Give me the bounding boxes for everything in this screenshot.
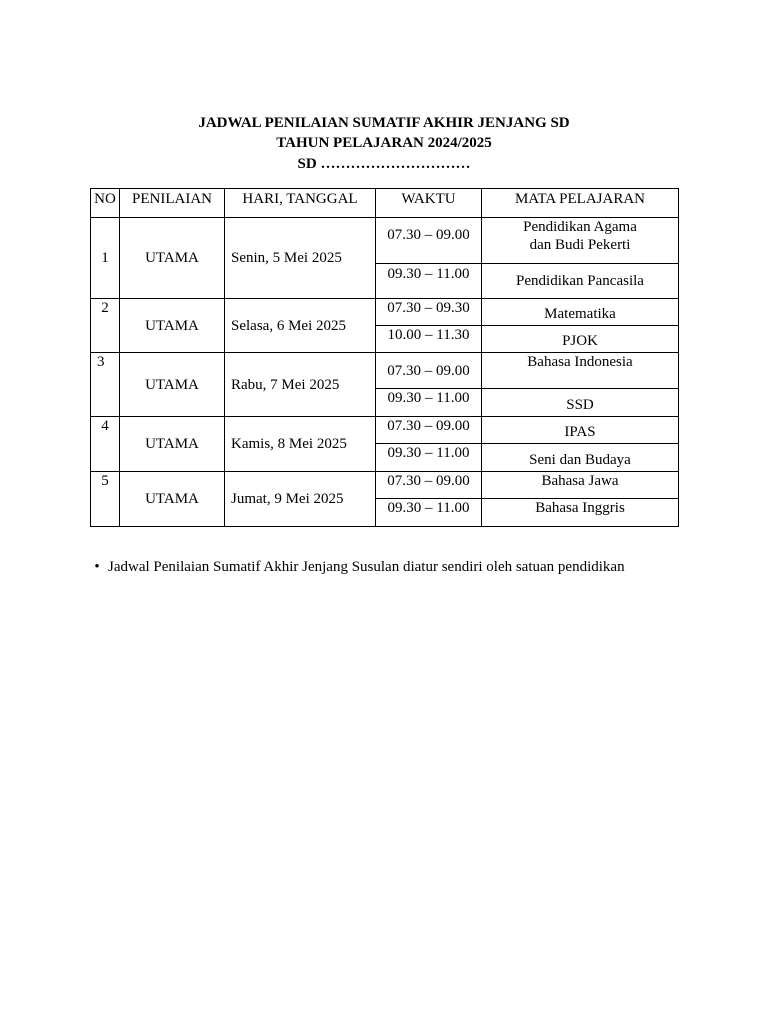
- assessment-type: UTAMA: [120, 353, 225, 417]
- exam-time: 09.30 – 11.00: [376, 499, 482, 527]
- exam-time: 07.30 – 09.30: [376, 299, 482, 326]
- column-header-assessment: PENILAIAN: [120, 189, 225, 218]
- exam-subject: Matematika: [482, 299, 679, 326]
- bullet-icon: •: [94, 559, 100, 575]
- exam-date: Senin, 5 Mei 2025: [225, 218, 376, 299]
- subject-line: Pendidikan Agama: [523, 219, 637, 235]
- table-row: [91, 218, 679, 264]
- exam-subject: PJOK: [482, 326, 679, 353]
- exam-time: 09.30 – 11.00: [376, 264, 482, 299]
- row-number: 1: [91, 218, 120, 299]
- table-row: [91, 472, 679, 499]
- exam-date: Selasa, 6 Mei 2025: [225, 299, 376, 353]
- exam-time: 07.30 – 09.00: [376, 417, 482, 444]
- footnote: [86, 557, 726, 577]
- exam-time: 07.30 – 09.00: [376, 218, 482, 264]
- exam-date: Rabu, 7 Mei 2025: [225, 353, 376, 417]
- assessment-type: UTAMA: [120, 299, 225, 353]
- exam-subject: Bahasa Jawa: [482, 472, 679, 499]
- exam-time: 10.00 – 11.30: [376, 326, 482, 353]
- footnote-text: Jadwal Penilaian Sumatif Akhir Jenjang Susulan diatur sendiri oleh satuan pendidikan: [108, 559, 625, 575]
- column-header-subject: MATA PELAJARAN: [482, 189, 679, 218]
- row-number: 3: [91, 353, 120, 417]
- exam-subject: [482, 218, 679, 264]
- schedule-table: [90, 188, 679, 527]
- table-row: [91, 353, 679, 389]
- exam-date: Jumat, 9 Mei 2025: [225, 472, 376, 527]
- exam-time: 07.30 – 09.00: [376, 353, 482, 389]
- row-number: 5: [91, 472, 120, 527]
- table-header-row: [91, 189, 679, 218]
- assessment-type: UTAMA: [120, 417, 225, 472]
- table-row: [91, 417, 679, 444]
- exam-subject: Bahasa Indonesia: [482, 353, 679, 389]
- exam-date: Kamis, 8 Mei 2025: [225, 417, 376, 472]
- exam-subject: Seni dan Budaya: [482, 444, 679, 472]
- assessment-type: UTAMA: [120, 472, 225, 527]
- exam-subject: SSD: [482, 389, 679, 417]
- exam-time: 09.30 – 11.00: [376, 389, 482, 417]
- subject-line: dan Budi Pekerti: [529, 237, 631, 253]
- row-number: 4: [91, 417, 120, 472]
- exam-subject: Pendidikan Pancasila: [482, 264, 679, 299]
- document-title: JADWAL PENILAIAN SUMATIF AKHIR JENJANG SD: [198, 115, 570, 131]
- document-subtitle-year: TAHUN PELAJARAN 2024/2025: [276, 135, 492, 151]
- exam-subject: IPAS: [482, 417, 679, 444]
- table-row: [91, 299, 679, 326]
- column-header-date: HARI, TANGGAL: [225, 189, 376, 218]
- exam-subject: Bahasa Inggris: [482, 499, 679, 527]
- exam-time: 07.30 – 09.00: [376, 472, 482, 499]
- row-number: 2: [91, 299, 120, 353]
- column-header-time: WAKTU: [376, 189, 482, 218]
- document-subtitle-school: SD …………………………: [297, 156, 471, 172]
- column-header-no: NO: [91, 189, 120, 218]
- assessment-type: UTAMA: [120, 218, 225, 299]
- exam-time: 09.30 – 11.00: [376, 444, 482, 472]
